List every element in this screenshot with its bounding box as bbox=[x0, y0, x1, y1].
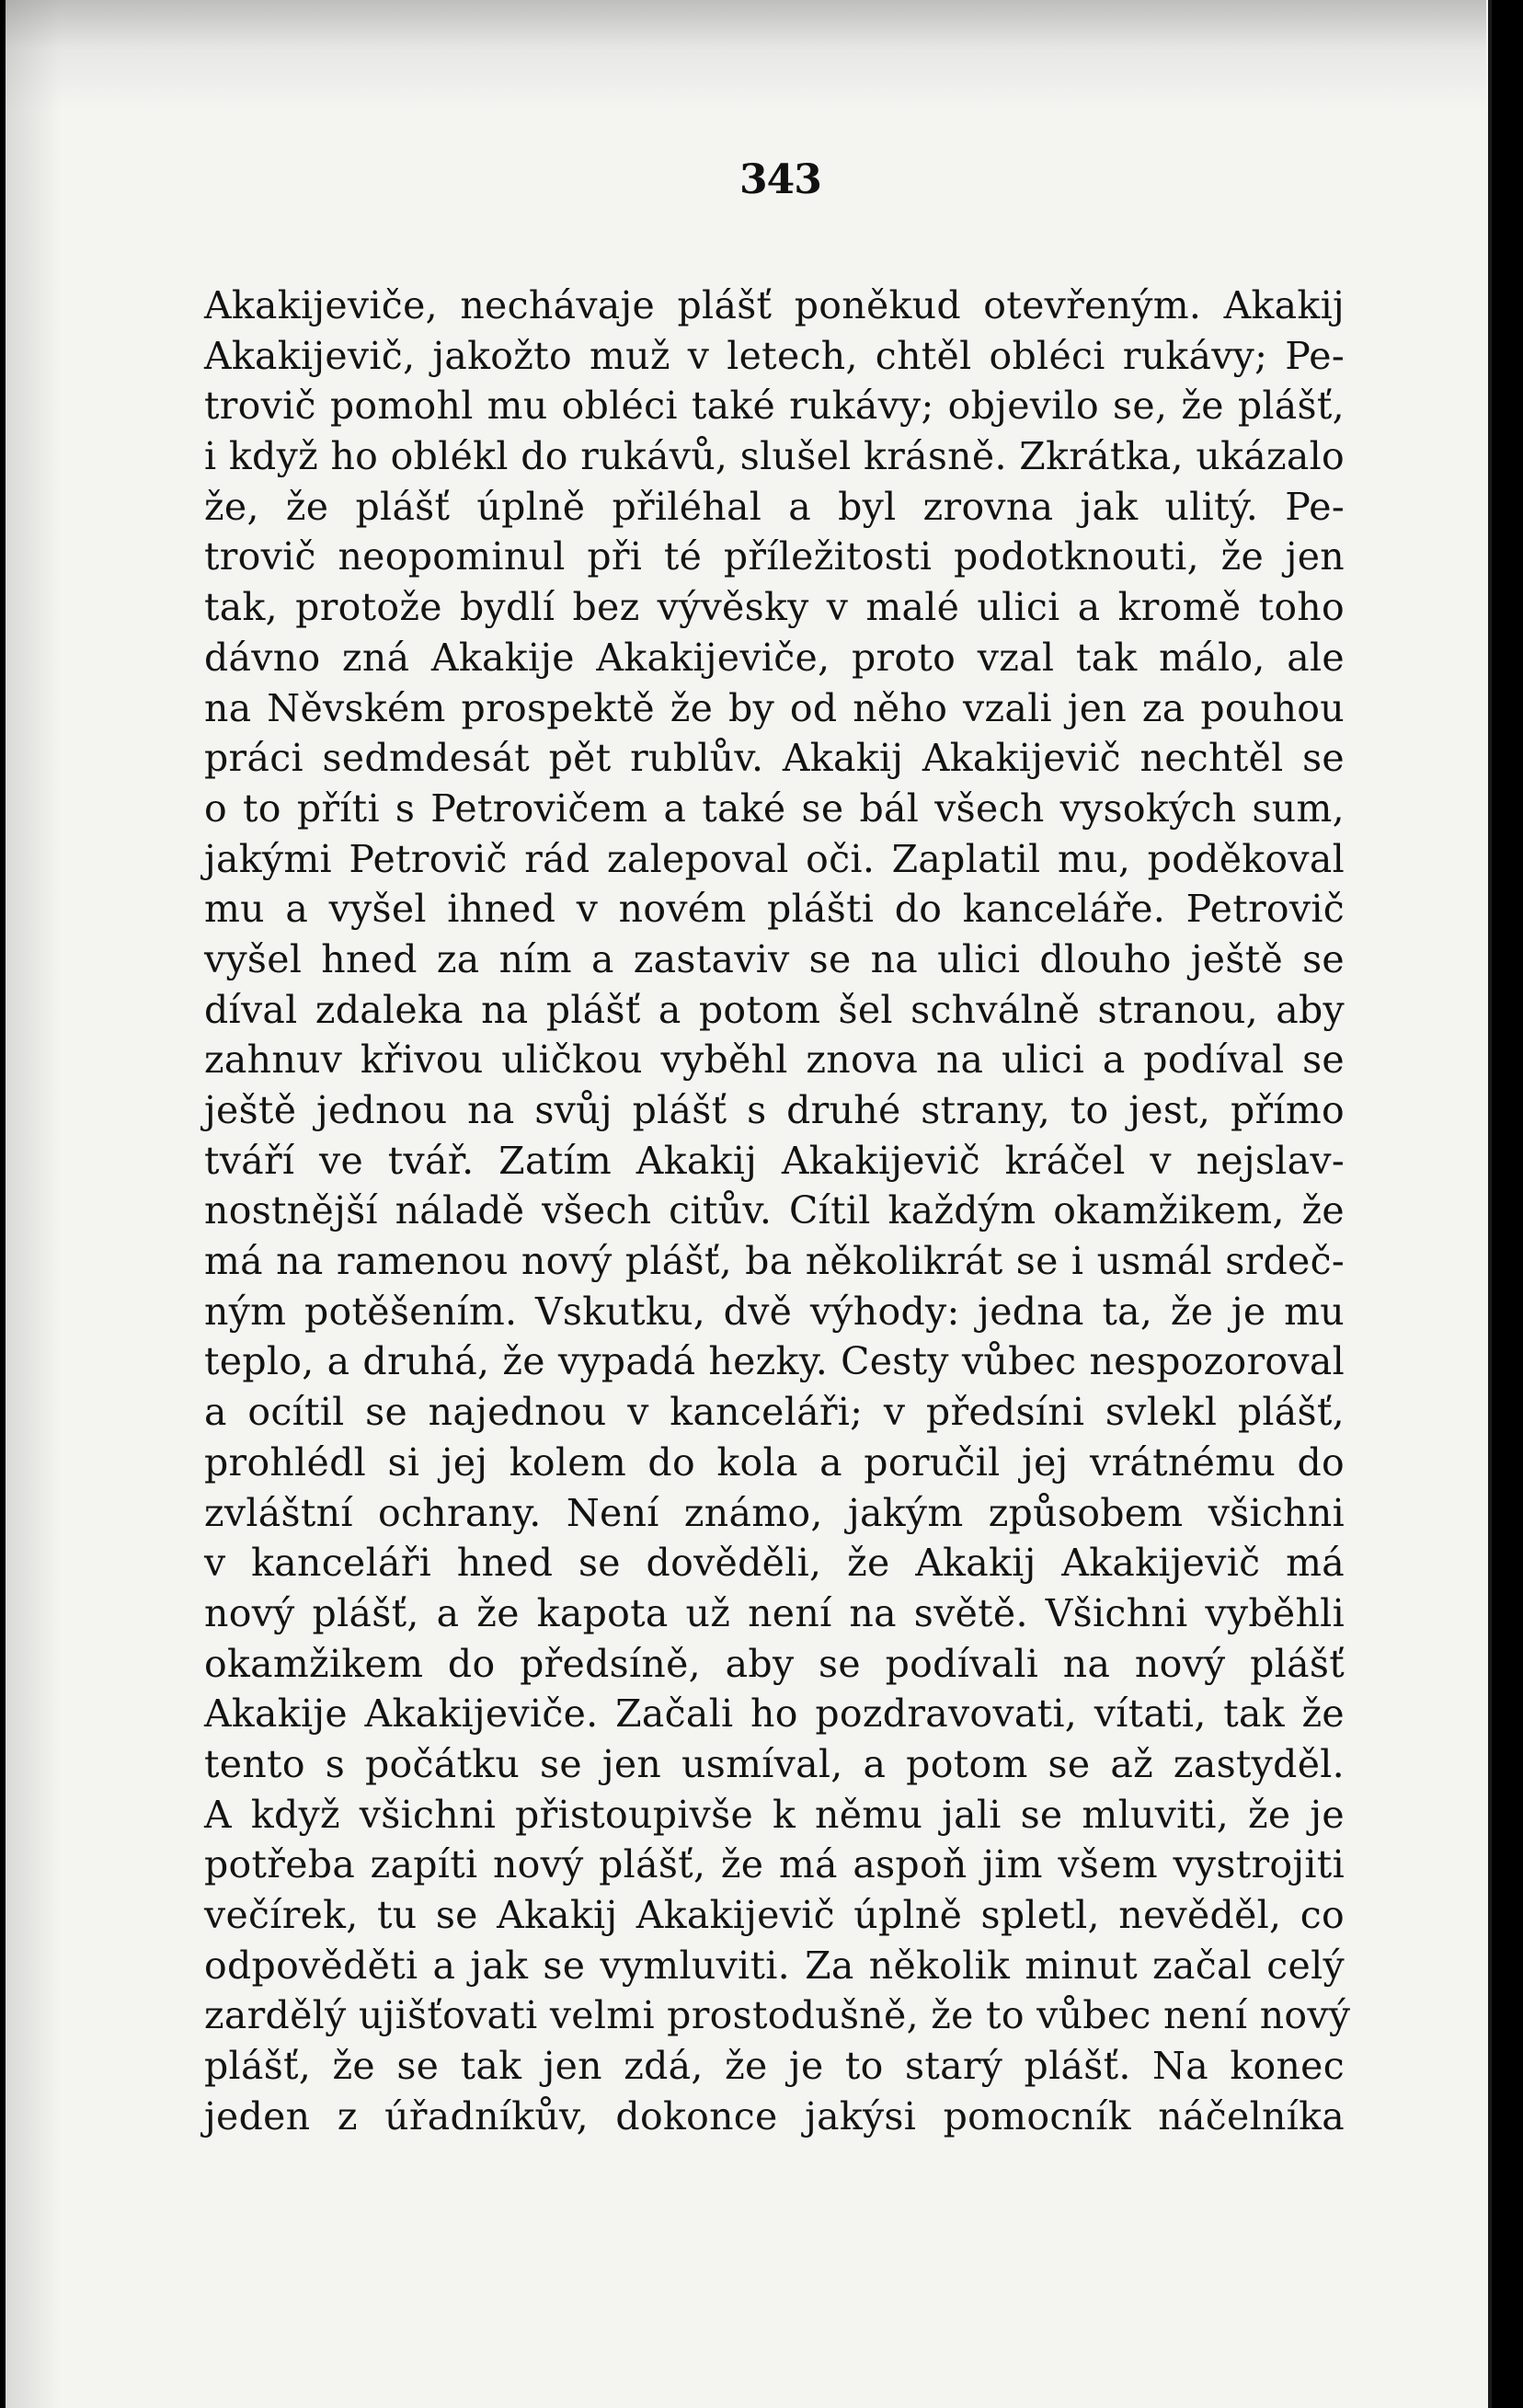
text-line: v kanceláři hned se dověděli, že Akakij Akakijevič má bbox=[204, 1541, 1345, 1586]
page-number: 343 bbox=[739, 156, 821, 203]
text-line: na Něvském prospektě že by od něho vzali jen za pouhou bbox=[204, 685, 1345, 730]
text-line: a ocítil se najednou v kanceláři; v předsíni svlekl plášť, bbox=[204, 1390, 1345, 1435]
text-line: Akakijeviče, nechávaje plášť poněkud otevřeným. Akakij bbox=[204, 283, 1345, 327]
text-line: trovič neopominul při té příležitosti podotknouti, že jen bbox=[204, 534, 1345, 579]
scan-shadow-top bbox=[6, 0, 1486, 110]
body-text bbox=[204, 281, 1351, 2141]
text-line: nový plášť, a že kapota už není na světě. Všichni vyběhli bbox=[204, 1590, 1345, 1635]
text-line: plášť, že se tak jen zdá, že je to starý plášť. Na konec bbox=[204, 2044, 1345, 2089]
text-line: A když všichni přistoupivše k němu jali se mluviti, že je bbox=[204, 1792, 1345, 1837]
text-line: díval zdaleka na plášť a potom šel schválně stranou, aby bbox=[204, 987, 1345, 1032]
text-line: práci sedmdesát pět rublův. Akakij Akakijevič nechtěl se bbox=[204, 736, 1345, 781]
text-line: večírek, tu se Akakij Akakijevič úplně spletl, nevěděl, co bbox=[204, 1893, 1345, 1937]
text-line: zvláštní ochrany. Není známo, jakým způsobem všichni bbox=[204, 1490, 1345, 1535]
text-line: jakými Petrovič rád zalepoval oči. Zaplatil mu, poděkoval bbox=[204, 836, 1345, 881]
text-line: mu a vyšel ihned v novém plášti do kanceláře. Petrovič bbox=[204, 887, 1345, 932]
text-line: potřeba zapíti nový plášť, že má aspoň jim všem vystrojiti bbox=[204, 1842, 1345, 1887]
text-line: Akakije Akakijeviče. Začali ho pozdravovati, vítati, tak že bbox=[204, 1691, 1345, 1737]
text-line: odpověděti a jak se vymluviti. Za několik minut začal celý bbox=[204, 1943, 1345, 1988]
text-line: trovič pomohl mu obléci také rukávy; objevilo se, že plášť, bbox=[204, 384, 1345, 429]
page-border-rule bbox=[1488, 0, 1492, 2408]
text-line: prohlédl si jej kolem do kola a poručil jej vrátnému do bbox=[204, 1439, 1345, 1485]
text-line: jeden z úřadníkův, dokonce jakýsi pomocník náčelníka bbox=[204, 2093, 1345, 2139]
text-line: i když ho oblékl do rukávů, slušel krásně. Zkrátka, ukázalo bbox=[204, 434, 1345, 479]
text-line: dávno zná Akakije Akakijeviče, proto vzal tak málo, ale bbox=[204, 635, 1345, 680]
text-line: tváří ve tvář. Zatím Akakij Akakijevič kráčel v nejslav- bbox=[204, 1138, 1345, 1183]
text-line: že, že plášť úplně přiléhal a byl zrovna jak ulitý. Pe- bbox=[204, 484, 1345, 529]
text-line: nostnější náladě všech citův. Cítil každým okamžikem, že bbox=[204, 1188, 1345, 1233]
text-line: ným potěšením. Vskutku, dvě výhody: jedna ta, že je mu bbox=[204, 1289, 1345, 1334]
text-line: tak, protože bydlí bez vývěsky v malé ulici a kromě toho bbox=[204, 585, 1345, 630]
text-line: vyšel hned za ním a zastaviv se na ulici dlouho ještě se bbox=[204, 936, 1345, 981]
text-line: zardělý ujišťovati velmi prostodušně, že to vůbec není nový bbox=[204, 1993, 1351, 2038]
text-line: Akakijevič, jakožto muž v letech, chtěl obléci rukávy; Pe- bbox=[204, 333, 1345, 378]
text-line: teplo, a druhá, že vypadá hezky. Cesty vůbec nespozoroval bbox=[204, 1339, 1345, 1384]
text-line: o to příti s Petrovičem a také se bál všech vysokých sum, bbox=[204, 785, 1345, 831]
text-line: má na ramenou nový plášť, ba několikrát se i usmál srdeč- bbox=[204, 1239, 1345, 1284]
paper-sheet bbox=[6, 0, 1486, 2408]
text-line: ještě jednou na svůj plášť s druhé strany, to jest, přímo bbox=[204, 1088, 1345, 1132]
text-line: okamžikem do předsíně, aby se podívali na nový plášť bbox=[204, 1641, 1345, 1686]
scan-shadow-left bbox=[6, 0, 61, 2408]
text-line: tento s počátku se jen usmíval, a potom se až zastyděl. bbox=[204, 1741, 1345, 1786]
text-line: zahnuv křivou uličkou vyběhl znova na ulici a podíval se bbox=[204, 1038, 1345, 1083]
